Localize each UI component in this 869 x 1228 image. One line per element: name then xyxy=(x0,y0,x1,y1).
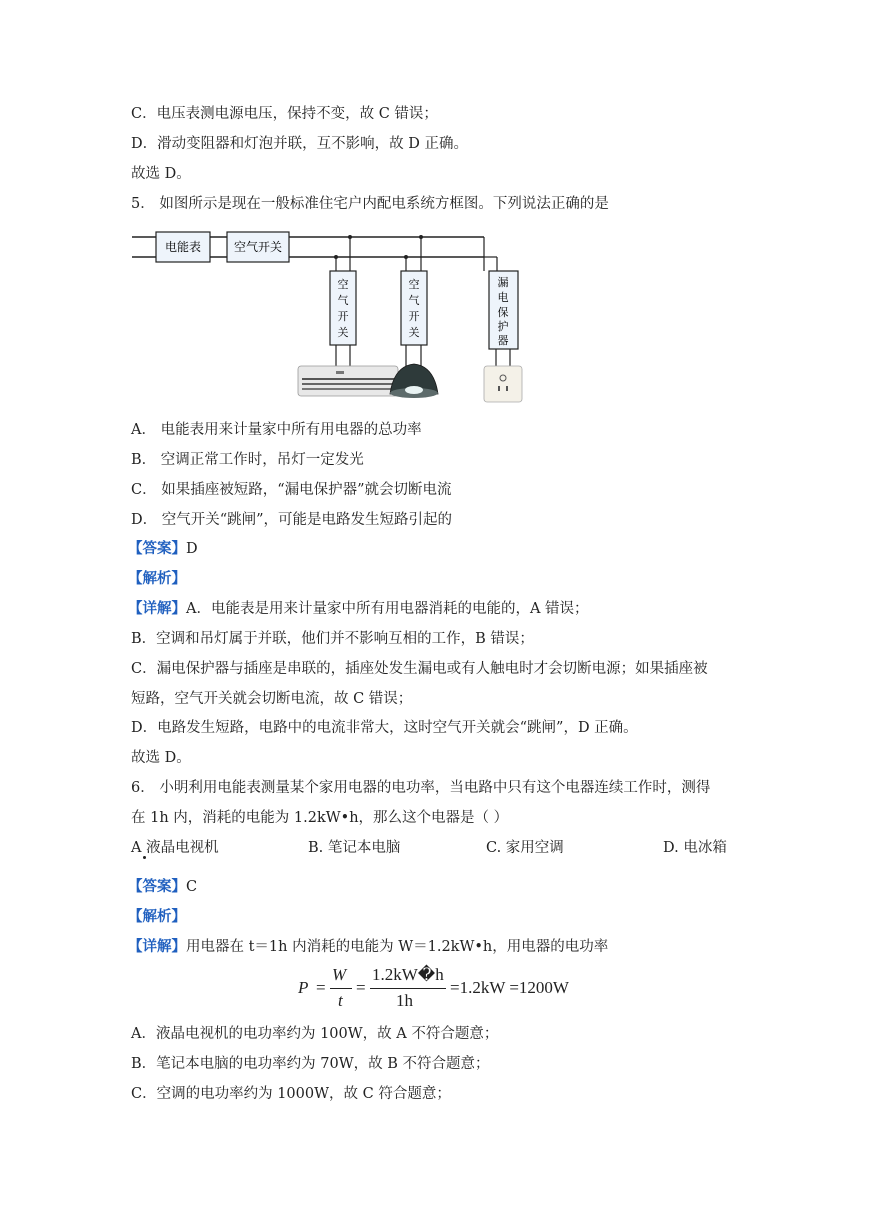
branch-2-char: 空 xyxy=(408,278,420,291)
formula-eq: = xyxy=(316,978,326,997)
option-a: A． 电能表用来计量家中所有用电器的总功率 xyxy=(131,422,422,438)
fraction-bar xyxy=(330,988,352,989)
question-5-stem: 5． 如图所示是现在一般标准住宅户内配电系统方框图。下列说法正确的是 xyxy=(131,196,609,212)
question-6-stem: 6． 小明利用电能表测量某个家用电器的电功率，当电路中只有这个电器连续工作时，测得 xyxy=(131,780,711,796)
answer-value: D xyxy=(186,541,198,557)
branch-1-char: 关 xyxy=(337,326,349,339)
text-line: B．空调和吊灯属于并联，他们并不影响互相的工作，B 错误； xyxy=(131,631,534,647)
detail-6 xyxy=(128,937,608,957)
fraction-2-denominator: 1h xyxy=(396,991,413,1010)
option-d: D． 空气开关“跳闸”，可能是电路发生短路引起的 xyxy=(131,512,453,528)
branch-3-char: 护 xyxy=(497,320,509,333)
branch-2-char: 开 xyxy=(408,310,420,323)
formula-rhs: =1.2kW =1200W xyxy=(450,978,569,997)
text-line: 短路，空气开关就会切断电流，故 C 错误； xyxy=(131,691,413,707)
wall-socket-icon xyxy=(484,366,522,402)
detail-text: A．电能表是用来计量家中所有用电器消耗的电能的，A 错误； xyxy=(186,601,589,617)
formula-eq: = xyxy=(356,978,366,997)
answer-6 xyxy=(128,877,197,897)
q6-option-a: A 液晶电视机 xyxy=(131,840,219,856)
text-line: 故选 D。 xyxy=(131,166,191,182)
detail-label: 【详解】 xyxy=(128,938,186,955)
branch-2-char: 气 xyxy=(408,294,420,307)
fraction-bar xyxy=(370,988,446,989)
main-switch-label: 空气开关 xyxy=(233,240,283,254)
branch-1-char: 空 xyxy=(337,278,349,291)
text-line: D．滑动变阻器和灯泡并联，互不影响，故 D 正确。 xyxy=(131,136,468,152)
formula-lhs: P xyxy=(298,978,309,997)
q6-option-d: D. 电冰箱 xyxy=(663,840,727,856)
fraction-1-denominator: t xyxy=(338,991,343,1010)
branch-2-char: 关 xyxy=(408,326,420,339)
dot-mark xyxy=(143,856,146,859)
detail-text: 用电器在 t＝1h 内消耗的电能为 W＝1.2kW•h，用电器的电功率 xyxy=(186,939,609,955)
branch-3-char: 器 xyxy=(497,334,509,347)
option-b: B． 空调正常工作时，吊灯一定发光 xyxy=(131,452,364,468)
text-line: C．漏电保护器与插座是串联的，插座处发生漏电或有人触电时才会切断电源；如果插座被 xyxy=(131,661,708,677)
option-c: C． 如果插座被短路，“漏电保护器”就会切断电流 xyxy=(131,482,452,498)
branch-3-char: 漏 xyxy=(497,276,509,289)
text-line: A．液晶电视机的电功率约为 100W，故 A 不符合题意； xyxy=(131,1026,499,1042)
air-conditioner-icon xyxy=(298,366,398,396)
answer-label: 【答案】 xyxy=(128,878,186,895)
analysis-label-6 xyxy=(128,907,186,927)
meter-label: 电能表 xyxy=(164,240,202,254)
analysis-label-5 xyxy=(128,569,186,589)
fraction-2-numerator: 1.2kW�h xyxy=(372,965,444,984)
power-formula xyxy=(296,964,596,1016)
question-6-stem: 在 1h 内，消耗的电能为 1.2kW•h，那么这个电器是（ ） xyxy=(131,810,509,826)
answer-value: C xyxy=(186,879,198,895)
answer-label: 【答案】 xyxy=(128,540,186,557)
branch-1-char: 开 xyxy=(337,310,349,323)
text-line: B．笔记本电脑的电功率约为 70W，故 B 不符合题意； xyxy=(131,1056,490,1072)
analysis-label: 【解析】 xyxy=(128,570,186,587)
text-line: 故选 D。 xyxy=(131,750,191,766)
answer-5 xyxy=(128,539,198,559)
text-line: D．电路发生短路，电路中的电流非常大，这时空气开关就会“跳闸”，D 正确。 xyxy=(131,720,638,736)
fraction-1-numerator: W xyxy=(332,965,347,984)
branch-3-char: 保 xyxy=(497,306,509,319)
text-line: C．空调的电功率约为 1000W，故 C 符合题意； xyxy=(131,1086,451,1102)
branch-3-char: 电 xyxy=(497,291,509,304)
detail-label: 【详解】 xyxy=(128,600,186,617)
q6-option-c: C. 家用空调 xyxy=(486,840,564,856)
branch-1-char: 气 xyxy=(337,294,349,307)
distribution-diagram xyxy=(132,226,532,406)
text-line: C．电压表测电源电压，保持不变，故 C 错误； xyxy=(131,106,438,122)
analysis-label: 【解析】 xyxy=(128,908,186,925)
q6-option-b: B. 笔记本电脑 xyxy=(308,840,401,856)
detail-5 xyxy=(128,599,589,619)
